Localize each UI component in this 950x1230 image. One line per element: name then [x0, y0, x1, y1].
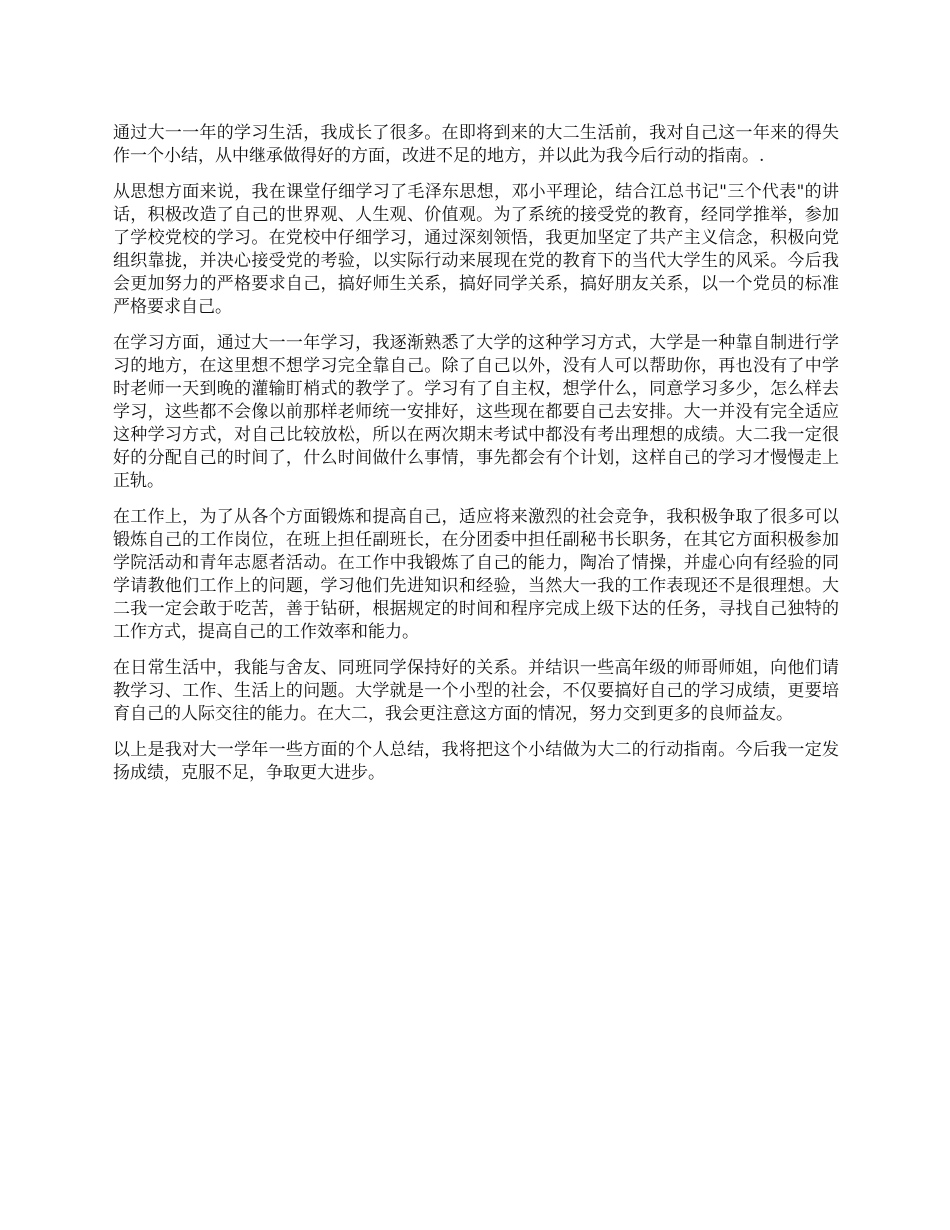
paragraph-intro: 通过大一一年的学习生活，我成长了很多。在即将到来的大二生活前，我对自己这一年来的得失作一个小结，从中继承做得好的方面，改进不足的地方，并以此为我今后行动的指南。. — [113, 123, 839, 166]
paragraph-ideology: 从思想方面来说，我在课堂仔细学习了毛泽东思想，邓小平理论，结合江总书记"三个代表"的讲话，积极改造了自己的世界观、人生观、价值观。为了系统的接受党的教育，经同学推举，参加了学校党校的学习。在党校中仔细学习，通过深刻领悟，我更加坚定了共产主义信念，积极向党组织靠拢，并决心接受党的考验，以实际行动来展现在党的教育下的当代大学生的风采。今后我会更加努力的严格要求自己，搞好师生关系，搞好同学关系，搞好朋友关系，以一个党员的标准严格要求自己。 — [113, 182, 839, 317]
paragraph-study: 在学习方面，通过大一一年学习，我逐渐熟悉了大学的这种学习方式，大学是一种靠自制进行学习的地方，在这里想不想学习完全靠自己。除了自己以外，没有人可以帮助你，再也没有了中学时老师一天到晚的灌输盯梢式的教学了。学习有了自主权，想学什么，同意学习多少，怎么样去学习，这些都不会像以前那样老师统一安排好，这些现在都要自己去安排。大一并没有完全适应这种学习方式，对自己比较放松，所以在两次期末考试中都没有考出理想的成绩。大二我一定很好的分配自己的时间了，什么时间做什么事情，事先都会有个计划，这样自己的学习才慢慢走上正轨。 — [113, 333, 839, 491]
paragraph-conclusion: 以上是我对大一学年一些方面的个人总结，我将把这个小结做为大二的行动指南。今后我一定发扬成绩，克服不足，争取更大进步。 — [113, 740, 839, 783]
paragraph-daily-life: 在日常生活中，我能与舍友、同班同学保持好的关系。并结识一些高年级的师哥师姐，向他们请教学习、工作、生活上的问题。大学就是一个小型的社会，不仅要搞好自己的学习成绩，更要培育自己的人际交往的能力。在大二，我会更注意这方面的情况，努力交到更多的良师益友。 — [113, 658, 839, 724]
document-page — [113, 122, 839, 798]
paragraph-work: 在工作上，为了从各个方面锻炼和提高自己，适应将来激烈的社会竞争，我积极争取了很多可以锻炼自己的工作岗位，在班上担任副班长，在分团委中担任副秘书长职务，在其它方面积极参加学院活动和青年志愿者活动。在工作中我锻炼了自己的能力，陶冶了情操，并虚心向有经验的同学请教他们工作上的问题，学习他们先进知识和经验，当然大一我的工作表现还不是很理想。大二我一定会敢于吃苦，善于钻研，根据规定的时间和程序完成上级下达的任务，寻找自己独特的工作方式，提高自己的工作效率和能力。 — [113, 507, 839, 642]
